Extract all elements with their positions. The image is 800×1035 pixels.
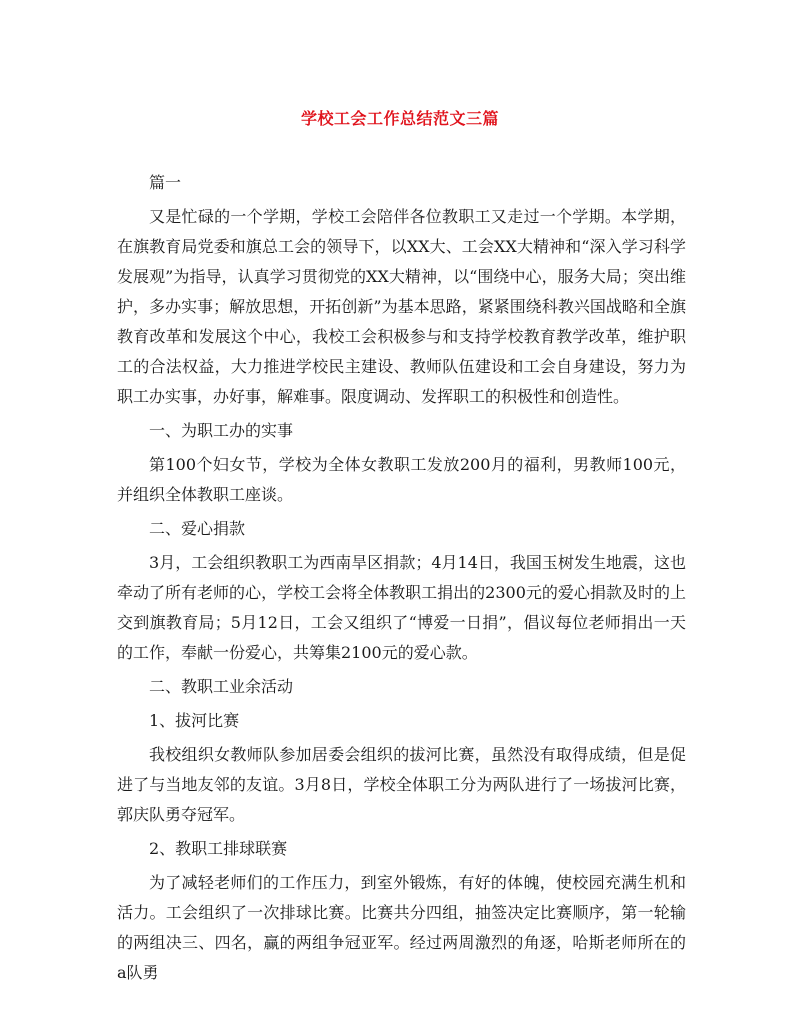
section-heading: 二、爱心捐款 (149, 519, 246, 538)
paragraph: 3月，工会组织教职工为西南旱区捐款；4月14日，我国玉树发生地震，这也牵动了所有老师的心，学校工会将全体教职工捐出的2300元的爱心捐款及时的上交到旗教育局；5月12日，工会又组织了“博爱一日捐”，倡议每位老师捐出一天的工作，奉献一份爱心，共筹集2100元的爱心款。 (117, 553, 686, 662)
section-heading: 一、为职工办的实事 (149, 421, 294, 440)
paragraph: 又是忙碌的一个学期，学校工会陪伴各位教职工又走过一个学期。本学期，在旗教育局党委和旗总工会的领导下，以XX大、工会XX大精神和“深入学习科学发展观”为指导，认真学习贯彻党的XX大精神，以“围绕中心，服务大局；突出维护，多办实事；解放思想，开拓创新”为基本思路，紧紧围绕科教兴国战略和全旗教育改革和发展这个中心，我校工会积极参与和支持学校教育教学改革，维护职工的合法权益，大力推进学校民主建设、教师队伍建设和工会自身建设，努力为职工办实事，办好事，解难事。限度调动、发挥职工的积极性和创造性。 (117, 207, 686, 406)
paragraph: 为了减轻老师们的工作压力，到室外锻炼，有好的体魄，使校园充满生机和活力。工会组织了一次排球比赛。比赛共分四组，抽签决定比赛顺序，第一轮输的两组决三、四名，赢的两组争冠亚军。经过两周激烈的角逐，哈斯老师所在的a队勇 (117, 873, 686, 982)
page-title: 学校工会工作总结范文三篇 (300, 109, 499, 128)
section-heading: 二、教职工业余活动 (149, 677, 294, 696)
subsection-heading: 1、拔河比赛 (149, 711, 240, 730)
paragraph: 我校组织女教师队参加居委会组织的拔河比赛，虽然没有取得成绩，但是促进了与当地友邻的友谊。3月8日，学校全体职工分为两队进行了一场拔河比赛，郭庆队勇夺冠军。 (117, 745, 686, 824)
document-body (117, 168, 686, 992)
section-label: 篇一 (149, 173, 182, 192)
paragraph: 第100个妇女节，学校为全体女教职工发放200月的福利，男教师100元，并组织全体教职工座谈。 (117, 455, 686, 504)
subsection-heading: 2、教职工排球联赛 (149, 839, 288, 858)
